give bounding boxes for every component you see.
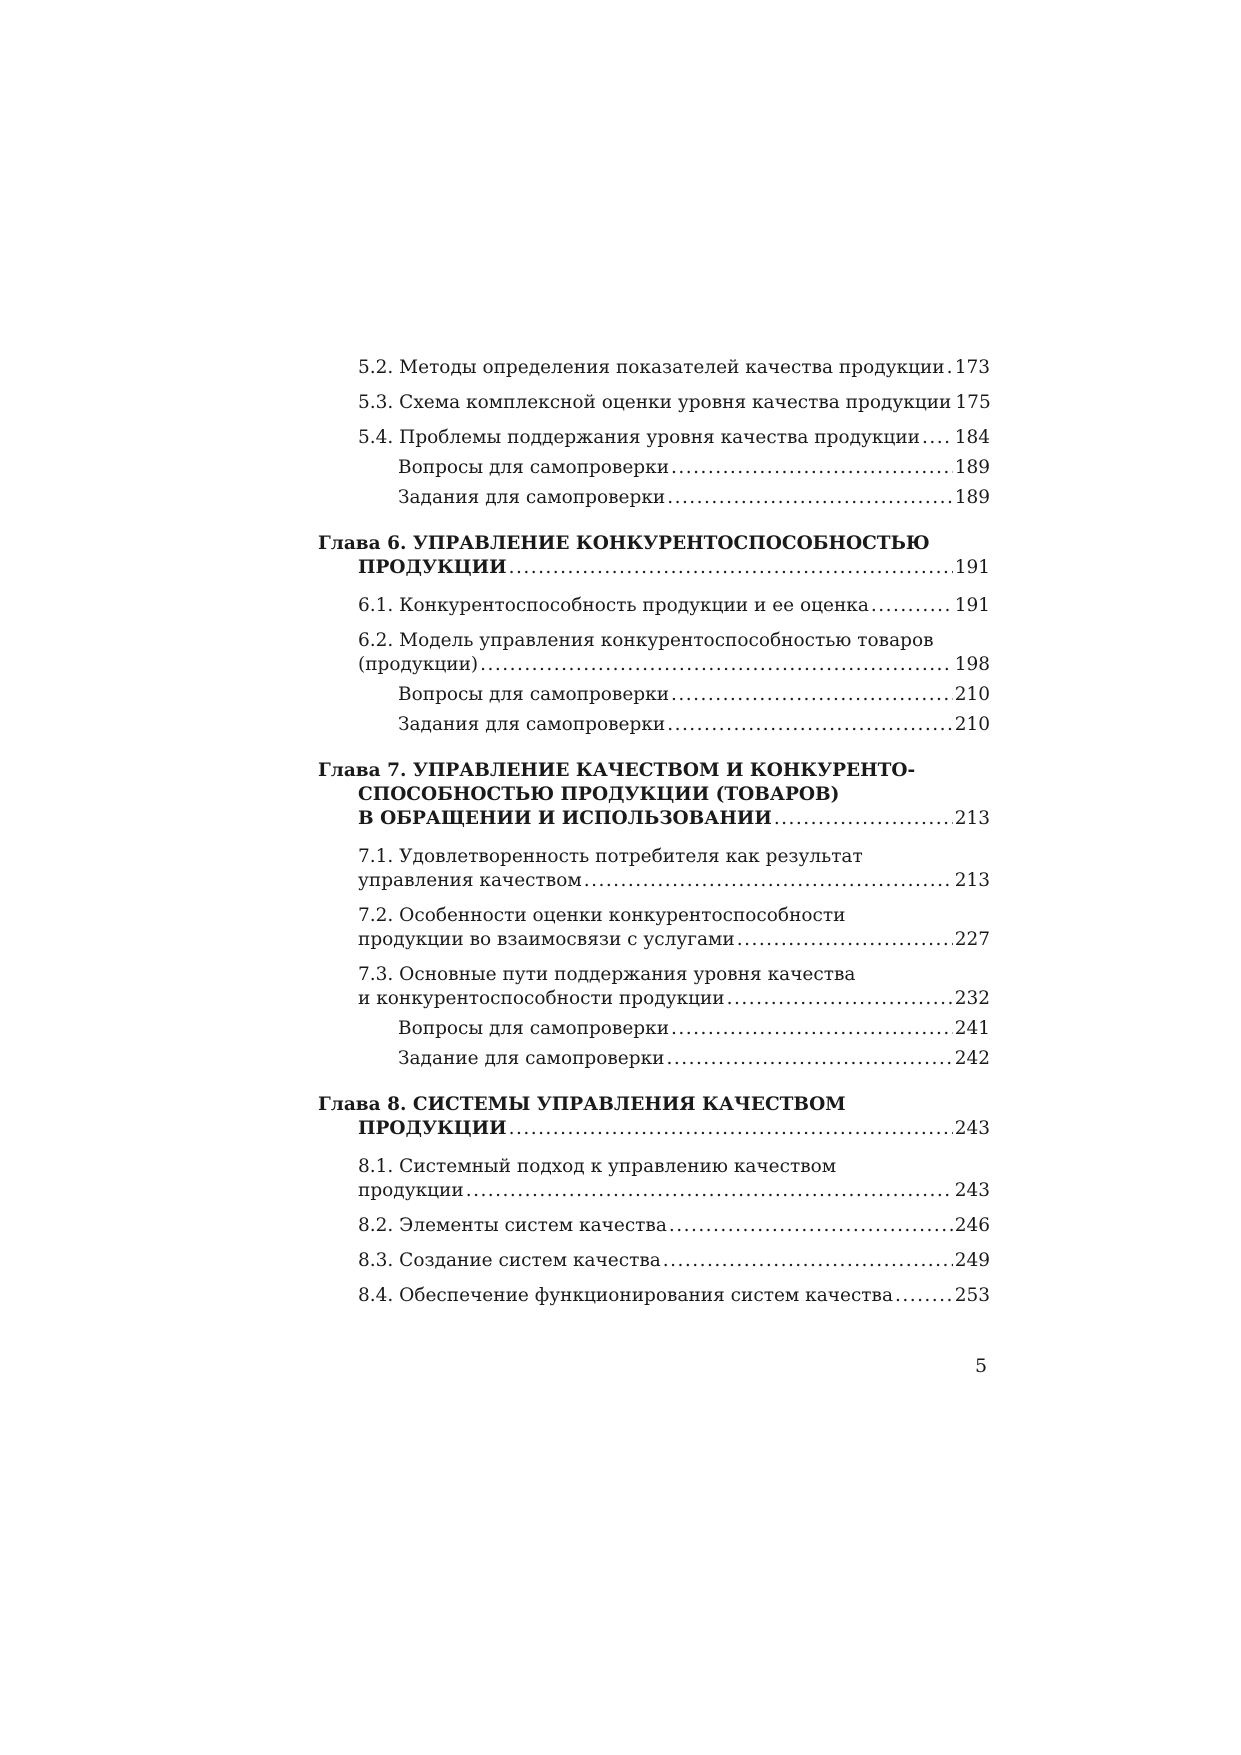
toc-entry-5-2 [318, 356, 990, 380]
entry-page: 210 [954, 714, 990, 735]
toc-chapter-7 [318, 759, 990, 831]
chapter-title: Глава 7. УПРАВЛЕНИЕ КАЧЕСТВОМ И КОНКУРЕНТО- [318, 760, 916, 781]
leader-dots [671, 1017, 953, 1041]
entry-page: 241 [954, 1018, 990, 1039]
entry-title: 5.3. Схема комплексной оценки уровня качества продукции [358, 392, 952, 413]
entry-title-cont: продукции [358, 1180, 464, 1201]
leader-dots [671, 683, 953, 707]
leader-dots [871, 594, 953, 618]
entry-page: 189 [954, 487, 990, 508]
entry-title: 7.2. Особенности оценки конкурентоспособности [358, 905, 846, 926]
toc-entry-7-2 [318, 904, 990, 952]
leader-dots [584, 869, 953, 893]
entry-page: 173 [954, 357, 990, 378]
entry-page: 243 [954, 1180, 990, 1201]
entry-title-cont: продукции во взаимосвязи с услугами [358, 929, 735, 950]
entry-page: 253 [954, 1285, 990, 1306]
entry-title-cont: (продукции) [358, 654, 479, 675]
entry-title: Вопросы для самопроверки [398, 457, 670, 478]
leader-dots [509, 556, 953, 580]
leader-dots [669, 1214, 953, 1238]
leader-dots [727, 987, 953, 1011]
leader-dots [667, 1047, 953, 1071]
entry-title: Задания для самопроверки [398, 487, 666, 508]
entry-page: 227 [954, 929, 990, 950]
entry-title: 8.1. Системный подход к управлению качеством [358, 1156, 837, 1177]
entry-title: 6.2. Модель управления конкурентоспособностью товаров [358, 630, 934, 651]
chapter-title-cont: ПРОДУКЦИИ [358, 1118, 507, 1139]
entry-title: 5.2. Методы определения показателей качества продукции [358, 357, 945, 378]
toc-entry-questions-6 [318, 683, 990, 707]
entry-page: 189 [954, 457, 990, 478]
entry-page: 232 [954, 988, 990, 1009]
entry-page: 210 [954, 684, 990, 705]
leader-dots [774, 807, 953, 831]
entry-page: 191 [954, 557, 990, 578]
entry-title: Задания для самопроверки [398, 714, 666, 735]
entry-page: 249 [954, 1250, 990, 1271]
toc-entry-8-1 [318, 1155, 990, 1203]
entry-title: 8.2. Элементы систем качества [358, 1215, 667, 1236]
entry-page: 242 [954, 1048, 990, 1069]
entry-page: 175 [955, 392, 991, 413]
entry-title-cont: и конкурентоспособности продукции [358, 988, 725, 1009]
toc-chapter-6 [318, 532, 990, 580]
leader-dots [480, 653, 953, 677]
leader-dots [737, 928, 953, 952]
leader-dots [509, 1117, 953, 1141]
toc-entry-tasks-7 [318, 1047, 990, 1071]
chapter-title: Глава 6. УПРАВЛЕНИЕ КОНКУРЕНТОСПОСОБНОСТЬЮ [318, 533, 930, 554]
toc-entry-7-1 [318, 845, 990, 893]
toc-entry-tasks-6 [318, 713, 990, 737]
toc-entry-6-1 [318, 594, 990, 618]
leader-dots [663, 1249, 953, 1273]
entry-title: 5.4. Проблемы поддержания уровня качества продукции [358, 427, 920, 448]
chapter-title: Глава 8. СИСТЕМЫ УПРАВЛЕНИЯ КАЧЕСТВОМ [318, 1094, 846, 1115]
entry-title: 8.4. Обеспечение функционирования систем качества [358, 1285, 893, 1306]
entry-page: 246 [954, 1215, 990, 1236]
entry-page: 243 [954, 1118, 990, 1139]
toc-entry-5-3 [318, 391, 990, 415]
entry-title: 6.1. Конкурентоспособность продукции и ее оценка [358, 595, 869, 616]
entry-title: 7.3. Основные пути поддержания уровня качества [358, 964, 856, 985]
page-number: 5 [975, 1355, 988, 1377]
chapter-title-cont: В ОБРАЩЕНИИ И ИСПОЛЬЗОВАНИИ [358, 808, 772, 829]
entry-page: 198 [954, 654, 990, 675]
toc-entry-8-4 [318, 1284, 990, 1308]
leader-dots [667, 713, 952, 737]
leader-dots [466, 1179, 953, 1203]
entry-title-cont: управления качеством [358, 870, 582, 891]
toc-entry-tasks-5 [318, 486, 990, 510]
chapter-title-cont: ПРОДУКЦИИ [358, 557, 507, 578]
toc-entry-6-2 [318, 629, 990, 677]
toc-entry-questions-5 [318, 456, 990, 480]
toc-entry-questions-7 [318, 1017, 990, 1041]
entry-title: 7.1. Удовлетворенность потребителя как результат [358, 846, 863, 867]
entry-page: 191 [954, 595, 990, 616]
entry-title: Задание для самопроверки [398, 1048, 665, 1069]
toc-entry-7-3 [318, 963, 990, 1011]
chapter-title-cont: СПОСОБНОСТЬЮ ПРОДУКЦИИ (ТОВАРОВ) [358, 784, 840, 805]
toc-entry-8-3 [318, 1249, 990, 1273]
entry-title: Вопросы для самопроверки [398, 1018, 670, 1039]
leader-dots [895, 1284, 953, 1308]
leader-dots [671, 456, 953, 480]
leader-dots [667, 486, 952, 510]
entry-page: 213 [954, 870, 990, 891]
leader-dots [922, 426, 953, 450]
entry-page: 213 [954, 808, 990, 829]
toc-entry-5-4 [318, 426, 990, 450]
entry-title: 8.3. Создание систем качества [358, 1250, 661, 1271]
toc-chapter-8 [318, 1093, 990, 1141]
leader-dots [947, 356, 953, 380]
toc-entry-8-2 [318, 1214, 990, 1238]
table-of-contents [318, 356, 990, 1308]
entry-title: Вопросы для самопроверки [398, 684, 670, 705]
entry-page: 184 [954, 427, 990, 448]
